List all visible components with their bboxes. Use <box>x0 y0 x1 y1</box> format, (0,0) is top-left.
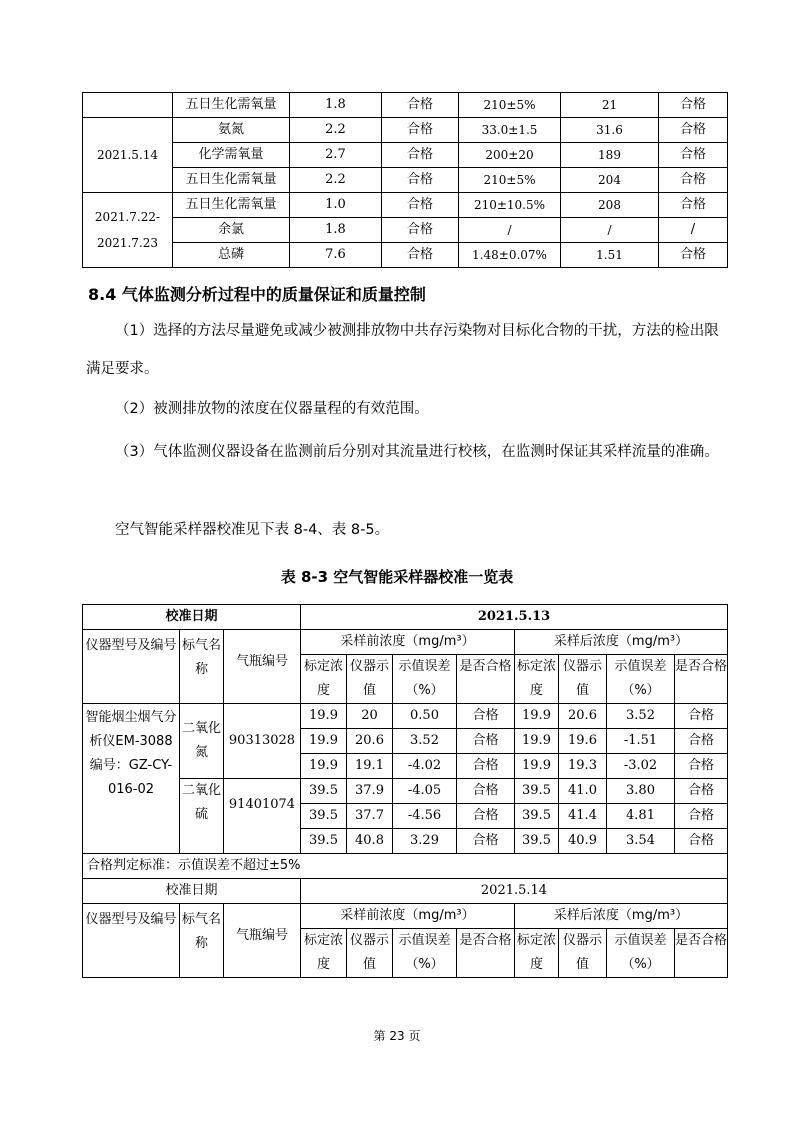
measured-cell: 189 <box>561 143 659 168</box>
data-cell: -1.51 <box>607 729 675 754</box>
data-cell: 19.9 <box>301 704 347 729</box>
eval-cell: 合格 <box>659 143 728 168</box>
date-cell: 2021.5.14 <box>83 118 173 193</box>
data-cell: 合格 <box>457 754 515 779</box>
instrument-header: 仪器型号及编号 <box>83 630 180 704</box>
table-row <box>83 93 728 118</box>
item-cell: 化学需氧量 <box>173 143 290 168</box>
data-cell: 合格 <box>457 704 515 729</box>
paragraph-3: （3）气体监测仪器设备在监测前后分别对其流量进行校核，在监测时保证其采样流量的准确。 <box>115 444 719 460</box>
data-cell: 39.5 <box>301 829 347 854</box>
data-cell: 39.5 <box>301 779 347 804</box>
calib-date-label: 校准日期 <box>83 879 301 904</box>
data-cell: 41.4 <box>559 804 607 829</box>
gas-cell: 二氧化硫 <box>180 779 224 854</box>
data-cell: 合格 <box>457 779 515 804</box>
result-cell: 1.8 <box>290 93 382 118</box>
status-cell: 合格 <box>382 193 459 218</box>
item-cell: 氨氮 <box>173 118 290 143</box>
after-header: 采样后浓度（mg/m³） <box>515 904 728 929</box>
calib-date-label: 校准日期 <box>83 605 301 630</box>
data-cell: 0.50 <box>393 704 457 729</box>
criterion-note: 合格判定标准：示值误差不超过±5% <box>83 854 728 879</box>
std-cell: 200±20 <box>459 143 561 168</box>
data-cell: -4.02 <box>393 754 457 779</box>
data-cell: -4.56 <box>393 804 457 829</box>
result-cell: 1.8 <box>290 218 382 243</box>
std-cell: 210±10.5% <box>459 193 561 218</box>
instrument-header: 仪器型号及编号 <box>83 904 180 978</box>
cylinder-cell: 90313028 <box>224 704 301 779</box>
calib-date-value: 2021.5.13 <box>301 605 728 630</box>
data-cell: 19.1 <box>347 754 393 779</box>
table-row <box>83 630 728 655</box>
result-cell: 7.6 <box>290 243 382 268</box>
page-number: 第 23 页 <box>373 1029 421 1043</box>
section-heading: 8.4 气体监测分析过程中的质量保证和质量控制 <box>88 285 426 304</box>
data-cell: 20.6 <box>559 704 607 729</box>
gas-header: 标气名称 <box>180 630 224 704</box>
data-cell: 19.3 <box>559 754 607 779</box>
status-cell: 合格 <box>382 218 459 243</box>
result-cell: 1.0 <box>290 193 382 218</box>
data-cell: 合格 <box>675 779 728 804</box>
data-cell: 19.9 <box>515 729 559 754</box>
data-cell: 19.6 <box>559 729 607 754</box>
paragraph-2: （2）被测排放物的浓度在仪器量程的有效范围。 <box>115 401 429 417</box>
item-cell: 余氯 <box>173 218 290 243</box>
eval-cell: 合格 <box>659 193 728 218</box>
pass-header: 是否合格 <box>675 929 728 978</box>
sampler-calibration-table <box>82 604 728 978</box>
std-cell: 210±5% <box>459 168 561 193</box>
measured-cell: 208 <box>561 193 659 218</box>
measured-cell: / <box>561 218 659 243</box>
data-cell: 19.9 <box>515 754 559 779</box>
date-cell: 2021.7.22- 2021.7.23 <box>83 193 173 268</box>
paragraph-1: （1）选择的方法尽量避免或减少被测排放物中共存污染物对目标化合物的干扰，方法的检出限满足要求。 <box>86 323 719 377</box>
data-cell: 合格 <box>675 754 728 779</box>
data-cell: 3.52 <box>607 704 675 729</box>
eval-cell: 合格 <box>659 93 728 118</box>
before-header: 采样前浓度（mg/m³） <box>301 904 515 929</box>
error-header: 示值误差（%） <box>607 655 675 704</box>
data-cell: 19.9 <box>515 704 559 729</box>
data-cell: -3.02 <box>607 754 675 779</box>
water-qc-table <box>82 92 728 268</box>
measured-cell: 21 <box>561 93 659 118</box>
data-cell: 39.5 <box>515 829 559 854</box>
cylinder-cell: 91401074 <box>224 779 301 854</box>
std-conc-header: 标定浓度 <box>515 929 559 978</box>
eval-cell: / <box>659 218 728 243</box>
std-conc-header: 标定浓度 <box>301 655 347 704</box>
calib-date-value: 2021.5.14 <box>301 879 728 904</box>
std-cell: / <box>459 218 561 243</box>
item-cell: 五日生化需氧量 <box>173 93 290 118</box>
data-cell: 39.5 <box>515 804 559 829</box>
data-cell: 3.52 <box>393 729 457 754</box>
measured-cell: 204 <box>561 168 659 193</box>
measured-cell: 31.6 <box>561 118 659 143</box>
status-cell: 合格 <box>382 168 459 193</box>
data-cell: 20.6 <box>347 729 393 754</box>
item-cell: 总磷 <box>173 243 290 268</box>
gas-header: 标气名称 <box>180 904 224 978</box>
data-cell: 39.5 <box>301 804 347 829</box>
eval-cell: 合格 <box>659 243 728 268</box>
measured-cell: 1.51 <box>561 243 659 268</box>
table-row <box>83 704 728 729</box>
data-cell: -4.05 <box>393 779 457 804</box>
status-cell: 合格 <box>382 243 459 268</box>
pass-header: 是否合格 <box>457 929 515 978</box>
table-row <box>83 605 728 630</box>
data-cell: 4.81 <box>607 804 675 829</box>
status-cell: 合格 <box>382 143 459 168</box>
pass-header: 是否合格 <box>457 655 515 704</box>
data-cell: 37.9 <box>347 779 393 804</box>
eval-cell: 合格 <box>659 168 728 193</box>
table-row <box>83 904 728 929</box>
cylinder-header: 气瓶编号 <box>224 904 301 978</box>
error-header: 示值误差（%） <box>607 929 675 978</box>
table-row <box>83 854 728 879</box>
table-row <box>83 118 728 143</box>
table-row <box>83 779 728 804</box>
table-row <box>83 168 728 193</box>
result-cell: 2.2 <box>290 118 382 143</box>
item-cell: 五日生化需氧量 <box>173 193 290 218</box>
status-cell: 合格 <box>382 93 459 118</box>
table-row <box>83 193 728 218</box>
indicated-header: 仪器示值 <box>347 929 393 978</box>
data-cell: 19.9 <box>301 754 347 779</box>
eval-cell: 合格 <box>659 118 728 143</box>
pass-header: 是否合格 <box>675 655 728 704</box>
data-cell: 37.7 <box>347 804 393 829</box>
std-cell: 1.48±0.07% <box>459 243 561 268</box>
std-cell: 33.0±1.5 <box>459 118 561 143</box>
before-header: 采样前浓度（mg/m³） <box>301 630 515 655</box>
data-cell: 19.9 <box>301 729 347 754</box>
data-cell: 3.80 <box>607 779 675 804</box>
gas-cell: 二氧化氮 <box>180 704 224 779</box>
data-cell: 合格 <box>457 829 515 854</box>
date-cell <box>83 93 173 118</box>
indicated-header: 仪器示值 <box>347 655 393 704</box>
std-conc-header: 标定浓度 <box>515 655 559 704</box>
indicated-header: 仪器示值 <box>559 929 607 978</box>
after-header: 采样后浓度（mg/m³） <box>515 630 728 655</box>
error-header: 示值误差（%） <box>393 929 457 978</box>
status-cell: 合格 <box>382 118 459 143</box>
data-cell: 40.9 <box>559 829 607 854</box>
data-cell: 41.0 <box>559 779 607 804</box>
data-cell: 40.8 <box>347 829 393 854</box>
instrument-cell: 智能烟尘烟气分析仪EM-3088编号：GZ-CY-016-02 <box>83 704 180 854</box>
data-cell: 合格 <box>675 704 728 729</box>
error-header: 示值误差（%） <box>393 655 457 704</box>
indicated-header: 仪器示值 <box>559 655 607 704</box>
data-cell: 合格 <box>457 804 515 829</box>
cylinder-header: 气瓶编号 <box>224 630 301 704</box>
data-cell: 合格 <box>675 729 728 754</box>
data-cell: 20 <box>347 704 393 729</box>
data-cell: 39.5 <box>515 779 559 804</box>
std-cell: 210±5% <box>459 93 561 118</box>
table-row <box>83 143 728 168</box>
data-cell: 合格 <box>675 829 728 854</box>
std-conc-header: 标定浓度 <box>301 929 347 978</box>
result-cell: 2.2 <box>290 168 382 193</box>
data-cell: 3.54 <box>607 829 675 854</box>
table-row <box>83 879 728 904</box>
table-caption: 表 8-3 空气智能采样器校准一览表 <box>280 568 514 586</box>
data-cell: 合格 <box>675 804 728 829</box>
data-cell: 合格 <box>457 729 515 754</box>
result-cell: 2.7 <box>290 143 382 168</box>
data-cell: 3.29 <box>393 829 457 854</box>
item-cell: 五日生化需氧量 <box>173 168 290 193</box>
paragraph-4: 空气智能采样器校准见下表 8-4、表 8-5。 <box>115 522 390 538</box>
table-row <box>83 218 728 243</box>
table-row <box>83 243 728 268</box>
